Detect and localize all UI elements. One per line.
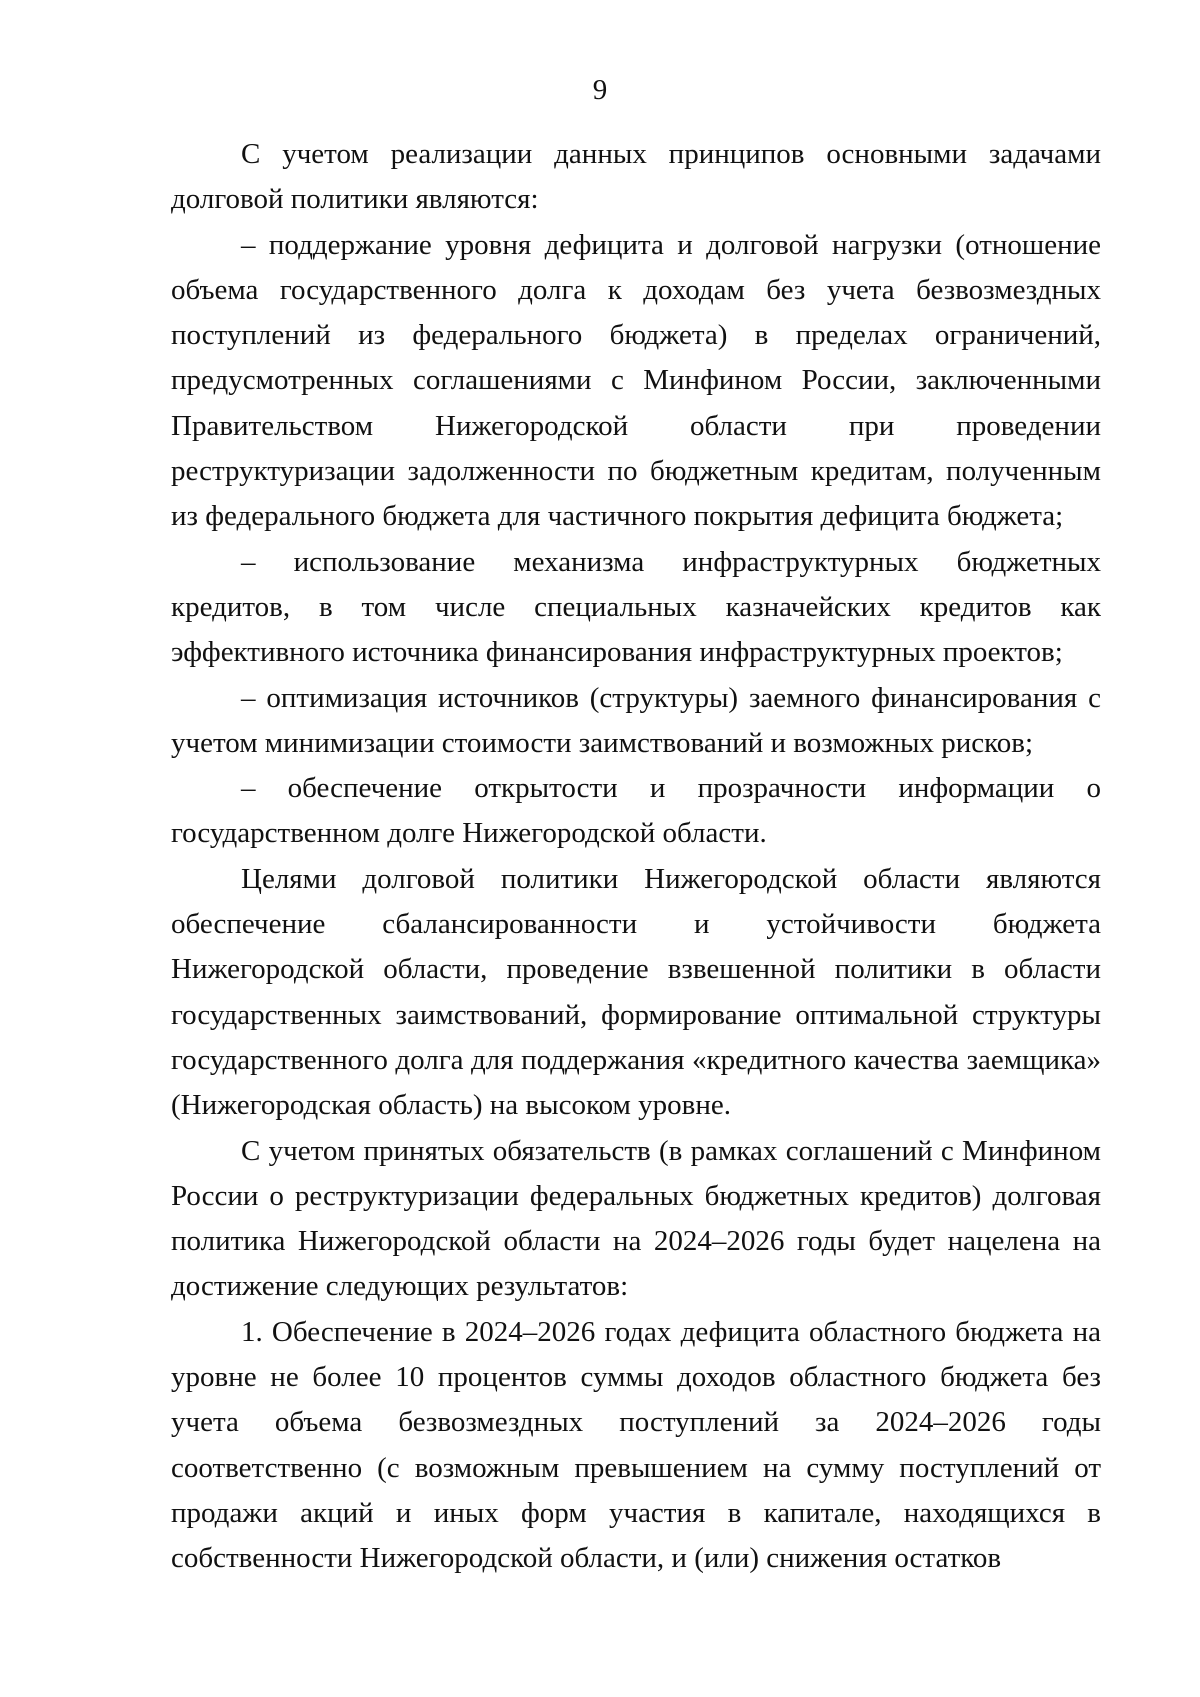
paragraph-tasks-intro: С учетом реализации данных принципов основными задачами долговой политики являются: — [171, 138, 1101, 216]
document-body — [171, 132, 1101, 1582]
paragraph-task-infrastructure-credits: – использование механизма инфраструктурных бюджетных кредитов, в том числе специальных казначейских кредитов как эффективного источника финансирования инфраструктурных проектов; — [171, 545, 1101, 669]
paragraph-task-transparency: – обеспечение открытости и прозрачности информации о государственном долге Нижегородской области. — [171, 772, 1101, 850]
paragraph-expected-results: С учетом принятых обязательств (в рамках соглашений с Минфином России о реструктуризации федеральных бюджетных кредитов) долговая политика Нижегородской области на 2024–2026 годы будет нацелена на достижение следующих результатов: — [171, 1134, 1101, 1303]
page-number: 9 — [592, 74, 608, 106]
paragraph-task-deficit: – поддержание уровня дефицита и долговой нагрузки (отношение объема государственного долга к доходам без учета безвозмездных поступлений из федерального бюджета) в пределах ограничений, предусмотренных соглашениями с Минфином России, заключенными Правительством Нижегородской области при проведении реструктуризации задолженности по бюджетным кредитам, полученным из федерального бюджета для частичного покрытия дефицита бюджета; — [171, 228, 1101, 533]
paragraph-task-borrowing-optimization: – оптимизация источников (структуры) заемного финансирования с учетом минимизации стоимости заимствований и возможных рисков; — [171, 681, 1101, 759]
paragraph-policy-goals: Целями долговой политики Нижегородской области являются обеспечение сбалансированности и устойчивости бюджета Нижегородской области, проведение взвешенной политики в области государственных заимствований, формирование оптимальной структуры государственного долга для поддержания «кредитного качества заемщика» (Нижегородская область) на высоком уровне. — [171, 862, 1101, 1122]
paragraph-result-1: 1. Обеспечение в 2024–2026 годах дефицита областного бюджета на уровне не более 10 процентов суммы доходов областного бюджета без учета объема безвозмездных поступлений за 2024–2026 годы соответственно (с возможным превышением на сумму поступлений от продажи акций и иных форм участия в капитале, находящихся в собственности Нижегородской области, и (или) снижения остатков — [171, 1315, 1101, 1575]
